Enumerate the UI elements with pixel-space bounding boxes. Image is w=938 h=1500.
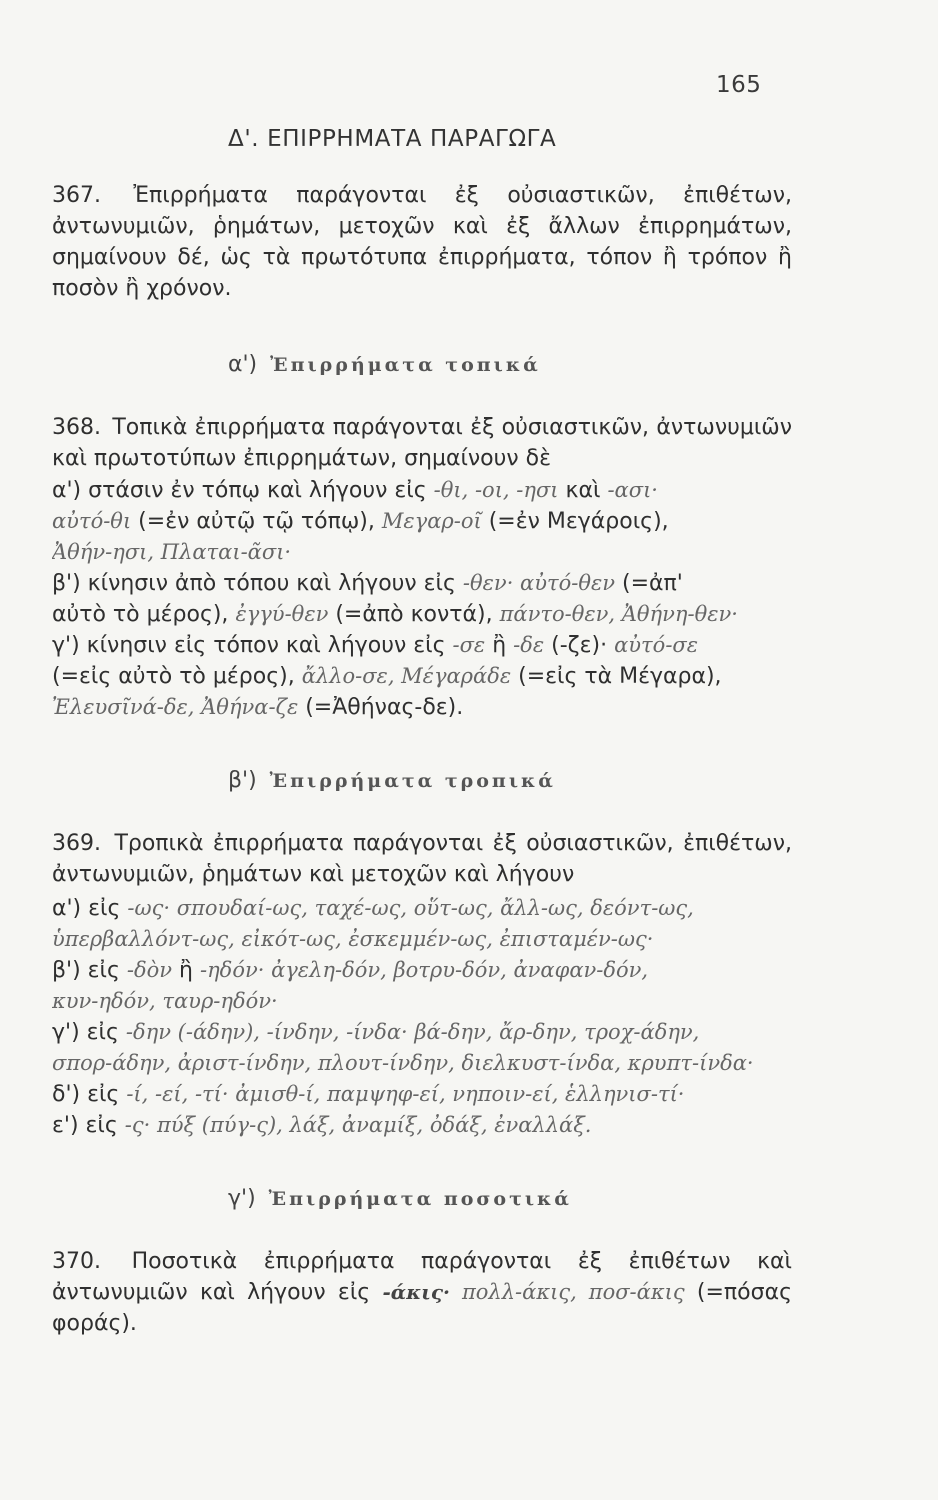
section-label: α') [228,352,258,377]
paragraph-370: 370. Ποσοτικὰ ἐπιρρήματα παράγονται ἐξ ἐπιθέτων καὶ ἀντωνυμιῶν καὶ λήγουν εἰς -άκις· πολλ-άκις, ποσ-άκις (=πόσας φοράς). [52,1249,792,1336]
text-line: αὐτὸ τὸ μέρος), ἐγγύ-θεν (=ἀπὸ κοντά), πάντο-θεν, Ἀθήνη-θεν· [52,602,738,627]
paragraph-number: 367. [52,183,101,208]
paragraph-text: Τοπικὰ ἐπιρρήματα παράγονται ἐξ οὐσιαστικῶν, ἀντωνυμιῶν καὶ πρωτοτύπων ἐπιρρημάτων, σημαίνουν δὲ [52,415,792,471]
paragraph-number: 370. [52,1249,101,1274]
text-line: β') κίνησιν ἀπὸ τόπου καὶ λήγουν εἰς -θεν· αὐτό-θεν (=ἀπ' [52,571,683,596]
section-title: Ἐπιρρήματα ποσοτικά [268,1188,572,1210]
section-title: Ἐπιρρήματα τοπικά [270,354,541,376]
paragraph-number: 369. [52,831,101,856]
text-line: (=εἰς αὐτὸ τὸ μέρος), ἄλλο-σε, Μέγαράδε (=εἰς τὰ Μέγαρα), [52,664,722,689]
text-line: α') στάσιν ἐν τόπῳ καὶ λήγουν εἰς -θι, -οι, -ησι καὶ -ασι· [52,478,658,503]
text-line: ὑπερβαλλόντ-ως, εἰκότ-ως, ἐσκεμμέν-ως, ἐπισταμέν-ως· [52,927,654,951]
text-line: γ') κίνησιν εἰς τόπον καὶ λήγουν εἰς -σε ἢ -δε (-ζε)· αὐτό-σε [52,633,699,658]
text-line: αὐτό-θι (=ἐν αὐτῷ τῷ τόπῳ), Μεγαρ-οῖ (=ἐν Μεγάροις), [52,509,669,534]
text-line: δ') εἰς -ί, -εί, -τί· ἀμισθ-ί, παμψηφ-εί, νηποιν-εί, ἑλληνισ-τί· [52,1082,685,1107]
page-number: 165 [716,72,762,98]
section-label: γ') [228,1186,256,1211]
paragraph-369 [52,828,792,890]
paragraph-367 [52,180,792,304]
paragraph-text: Ἐπιρρήματα παράγονται ἐξ οὐσιαστικῶν, ἐπιθέτων, ἀντωνυμιῶν, ῥημάτων, μετοχῶν καὶ ἐξ ἄλλων ἐπιρρημάτων, σημαίνουν δέ, ὡς τὰ πρωτότυπα ἐπιρρήματα, τόπον ἢ τρόπον ἢ ποσὸν ἢ χρόνον. [52,183,792,301]
text-line: ε') εἰς -ς· πύξ (πύγ-ς), λάξ, ἀναμίξ, ὀδάξ, ἐναλλάξ. [52,1113,592,1138]
text-line: α') εἰς -ως· σπουδαί-ως, ταχέ-ως, οὕτ-ως, ἄλλ-ως, δεόντ-ως, [52,896,694,921]
text-line: β') εἰς -δὸν ἢ -ηδόν· ἀγελη-δόν, βοτρυ-δόν, ἀναφαν-δόν, [52,958,649,983]
text-line: σπορ-άδην, ἀριστ-ίνδην, πλουτ-ίνδην, διελκυστ-ίνδα, κρυπτ-ίνδα· [52,1051,754,1075]
text-line: Ἐλευσῖνά-δε, Ἀθήνα-ζε (=Ἀθήνας-δε). [52,695,464,720]
text-line: γ') εἰς -δην (-άδην), -ίνδην, -ίνδα· βά-δην, ἄρ-δην, τροχ-άδην, [52,1020,700,1045]
section-heading-topika [228,352,541,377]
chapter-title: Δ'. ΕΠΙΡΡΗΜΑΤΑ ΠΑΡΑΓΩΓΑ [228,126,557,152]
text-line: κυν-ηδόν, ταυρ-ηδόν· [52,989,278,1013]
paragraph-number: 368. [52,415,101,440]
section-heading-posotika [228,1186,572,1211]
section-label: β') [228,768,257,793]
section-heading-tropika [228,768,556,793]
paragraph-text: Τροπικὰ ἐπιρρήματα παράγονται ἐξ οὐσιαστικῶν, ἐπιθέτων, ἀντωνυμιῶν, ῥημάτων καὶ μετοχῶν καὶ λήγουν [52,831,792,887]
section-title: Ἐπιρρήματα τροπικά [269,770,556,792]
paragraph-368 [52,412,792,474]
text-line: Ἀθήν-ησι, Πλαται-ᾶσι· [52,540,292,564]
